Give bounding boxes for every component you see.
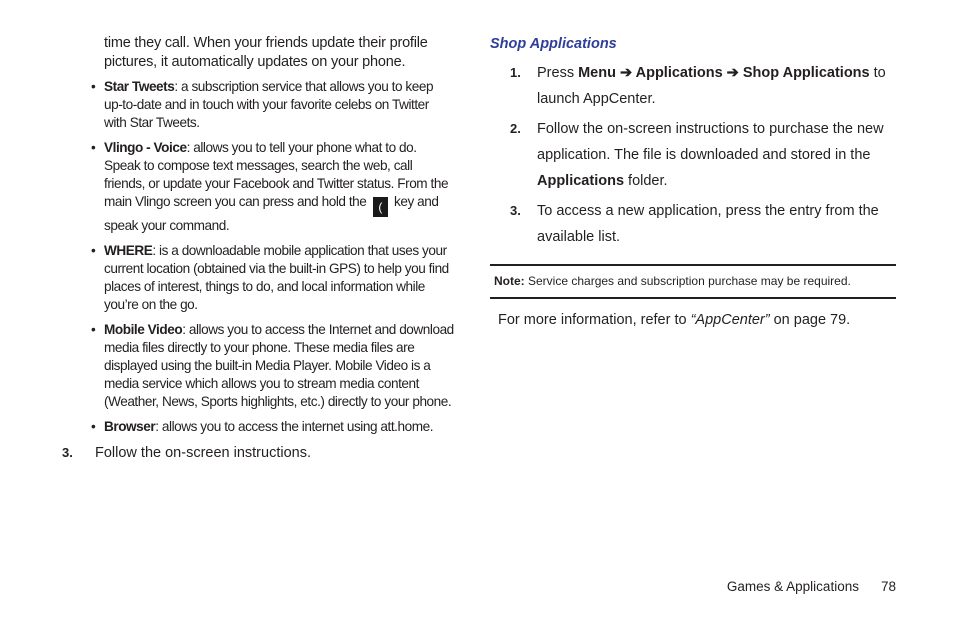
section-heading: Shop Applications: [490, 36, 617, 52]
more-info-page: on page 79.: [769, 312, 851, 328]
arrow: ➔: [615, 65, 636, 81]
menu-label: Menu: [578, 65, 616, 81]
more-info-text: For more information, refer to: [498, 312, 691, 328]
bullet-term: Vlingo - Voice: [104, 140, 187, 155]
step-1: [490, 60, 900, 112]
left-column: [62, 34, 454, 463]
bullet-text: : allows you to access the Internet and download media files directly to your phone. These media files are displayed using the built-in Media Player. Mobile Video is a media service which allows you to stream media content (Weather, News, Sports highlights, etc.) directly to your phone.: [104, 322, 454, 409]
step-3: [490, 198, 900, 250]
appcenter-reference: “AppCenter”: [690, 312, 770, 328]
page-footer: [727, 578, 896, 596]
bullet-mobile-video: [91, 321, 454, 411]
step-text: Follow the on-screen instructions.: [95, 445, 311, 461]
bullet-dot: •: [91, 79, 96, 94]
applications-label: Applications: [635, 65, 723, 81]
page-number: 78: [880, 579, 896, 594]
applications-folder-label: Applications: [537, 173, 625, 189]
bullet-term: Star Tweets: [104, 79, 175, 94]
arrow: ➔: [722, 65, 743, 81]
bullet-text: : a subscription service that allows you to keep up-to-date and in touch with your favorite celebs on Twitter with Star Tweets.: [104, 79, 434, 130]
right-column: [490, 34, 900, 330]
step-text-rest: to launch AppCenter.: [537, 65, 886, 107]
step-3-follow-instructions: [62, 444, 454, 463]
step-number: 3.: [62, 445, 73, 460]
bullet-where: [91, 242, 454, 314]
step-text: To access a new application, press the entry from the available list.: [537, 203, 879, 245]
bullet-text: : allows you to access the internet using att.home.: [155, 419, 434, 434]
intro-paragraph: time they call. When your friends update their profile pictures, it automatically updates on your phone.: [104, 35, 428, 70]
bullet-term: Browser: [104, 419, 156, 434]
step-number: 2.: [510, 121, 521, 136]
more-info: [490, 310, 900, 330]
bullet-browser: [91, 418, 454, 436]
step-number: 3.: [510, 203, 521, 218]
bullet-dot: •: [91, 322, 96, 337]
step-2: [490, 116, 900, 194]
note-label: Note:: [494, 274, 525, 288]
bullet-text: : is a downloadable mobile application that uses your current location (obtained via the built-in GPS) to help you find places of interest, things to do, and local information while you’re on the go.: [104, 243, 449, 312]
footer-section: Games & Applications: [726, 579, 859, 594]
step-text: Follow the on-screen instructions to purchase the new application. The file is downloaded and stored in the: [537, 121, 884, 163]
voice-key-icon: (: [373, 197, 388, 217]
bullet-vlingo: [91, 139, 454, 235]
bullet-term: WHERE: [104, 243, 153, 258]
bullet-text-after: key and speak your command.: [104, 194, 439, 233]
step-text-after: folder.: [624, 173, 668, 189]
bullet-text: : allows you to tell your phone what to do. Speak to compose text messages, search the web, call friends, or update your Facebook and Twitter status. From the main Vlingo screen you can press and hold the: [104, 140, 449, 209]
bullet-star-tweets: [91, 78, 454, 132]
bullet-dot: •: [91, 243, 96, 258]
bullet-term: Mobile Video: [104, 322, 183, 337]
bullet-dot: •: [91, 140, 96, 155]
step-text: Press: [537, 65, 579, 81]
step-number: 1.: [510, 65, 521, 80]
note-text: Service charges and subscription purchase may be required.: [524, 274, 851, 288]
note-box: [490, 264, 896, 299]
bullet-dot: •: [91, 419, 96, 434]
shop-applications-label: Shop Applications: [742, 65, 870, 81]
